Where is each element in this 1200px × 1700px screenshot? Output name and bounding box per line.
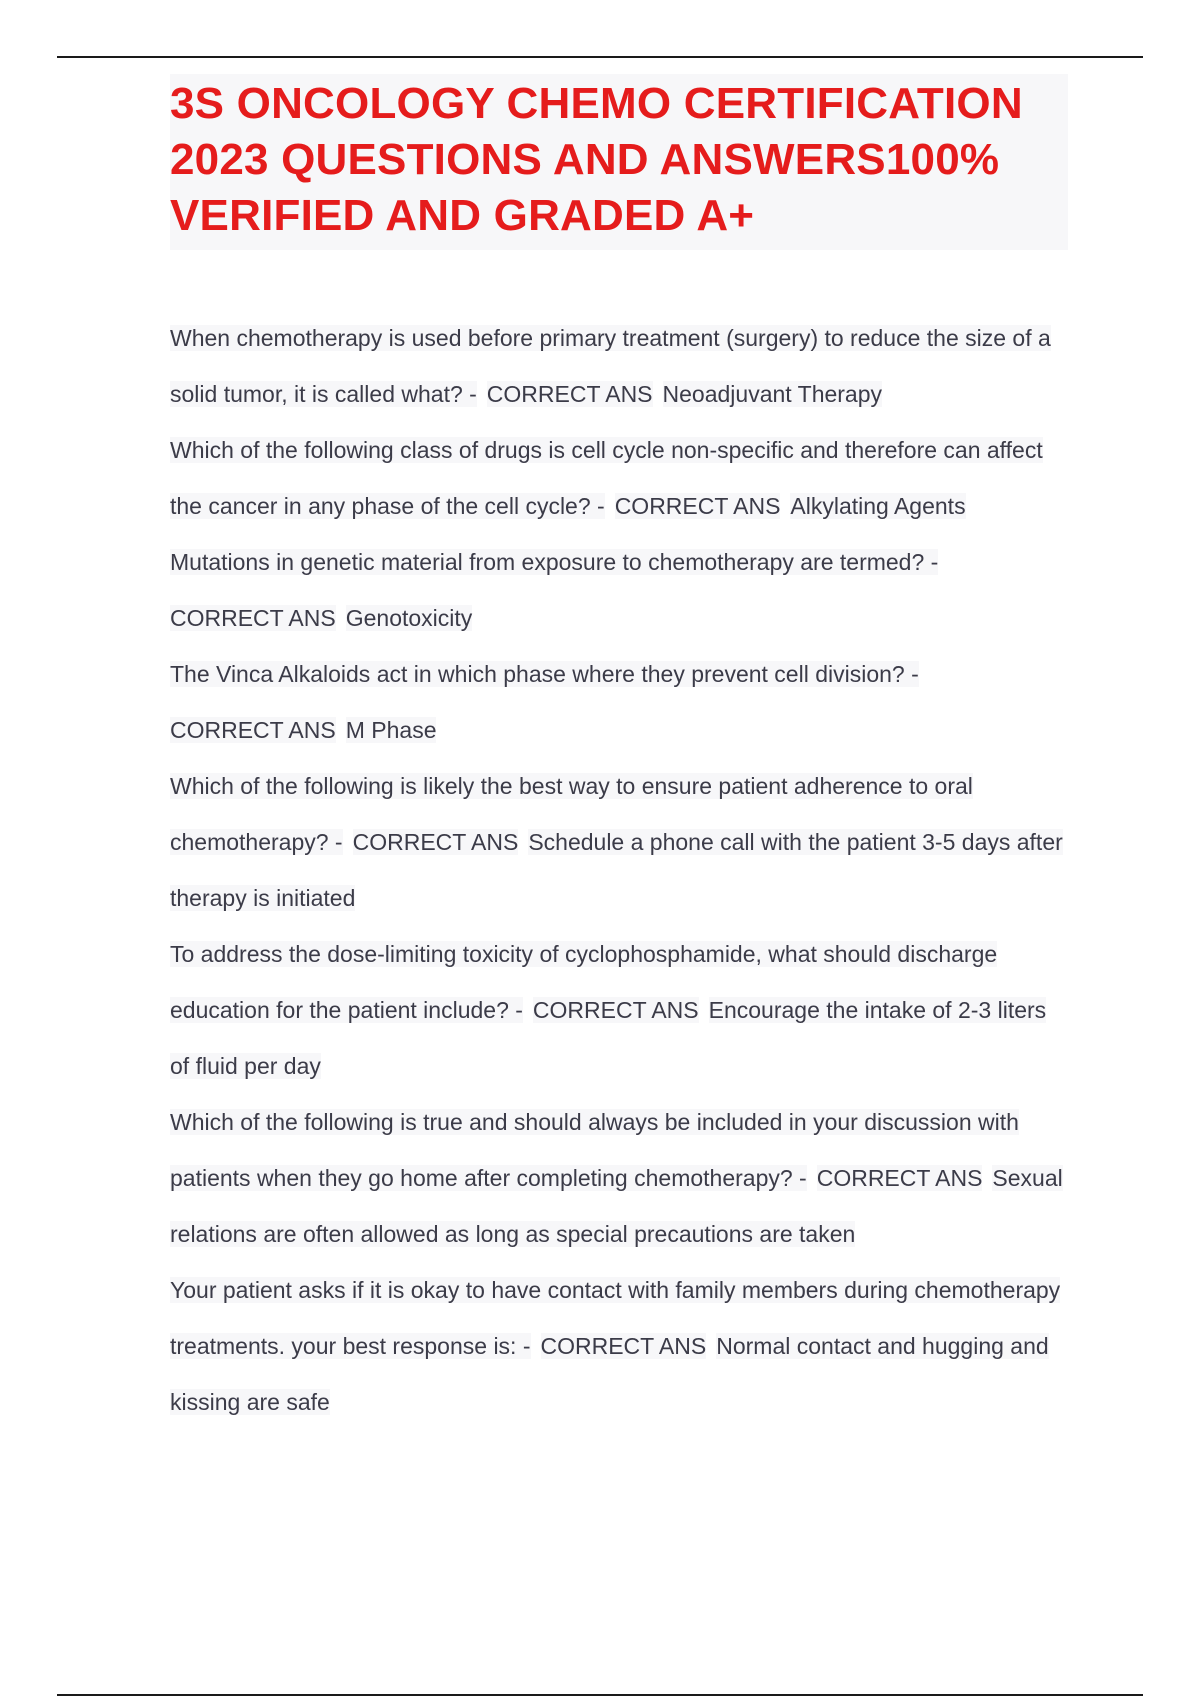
correct-answer-label: CORRECT ANS [816,1165,983,1191]
answer-text: M Phase [345,717,437,743]
correct-answer-label: CORRECT ANS [540,1333,707,1359]
question-text: To address the dose-limiting toxicity of cyclophosphamide, what should discharge education for the patient include? - [170,941,998,1023]
question-text: Which of the following is true and should always be included in your discussion with patients when they go home after completing chemotherapy? - [170,1109,1019,1191]
answer-text: Encourage the intake of 2-3 liters of fluid per day [170,997,1047,1079]
correct-answer-label: CORRECT ANS [170,717,336,743]
correct-answer-label: CORRECT ANS [170,605,336,631]
question-text: Your patient asks if it is okay to have contact with family members during chemotherapy treatments. your best response is: - [170,1277,1061,1359]
question-text: Mutations in genetic material from exposure to chemotherapy are termed? - [170,549,939,575]
qa-item [170,310,1070,422]
correct-answer-label: CORRECT ANS [486,381,653,407]
qa-item [170,534,1070,646]
answer-text: Sexual relations are often allowed as long as special precautions are taken [170,1165,1063,1247]
question-text: Which of the following is likely the best way to ensure patient adherence to oral chemotherapy? - [170,773,973,855]
question-text: Which of the following class of drugs is cell cycle non-specific and therefore can affect the cancer in any phase of the cell cycle? - [170,437,1043,519]
correct-answer-label: CORRECT ANS [532,997,699,1023]
qa-item [170,926,1070,1094]
qa-item [170,1262,1070,1430]
answer-text: Neoadjuvant Therapy [662,381,883,407]
qa-item [170,758,1070,926]
answer-text: Schedule a phone call with the patient 3-5 days after therapy is initiated [170,829,1063,911]
answer-text: Normal contact and hugging and kissing are safe [170,1333,1049,1415]
document-title: 3S ONCOLOGY CHEMO CERTIFICATION 2023 QUESTIONS AND ANSWERS100% VERIFIED AND GRADED A+ [170,79,1023,240]
qa-list [170,310,1070,1430]
qa-item [170,422,1070,534]
qa-item [170,646,1070,758]
answer-text: Alkylating Agents [790,493,966,519]
qa-item [170,1094,1070,1262]
title-block [170,74,1068,250]
answer-text: Genotoxicity [345,605,473,631]
bottom-rule [57,1694,1143,1696]
question-text: The Vinca Alkaloids act in which phase where they prevent cell division? - [170,661,919,687]
correct-answer-label: CORRECT ANS [614,493,781,519]
top-rule [57,56,1143,58]
correct-answer-label: CORRECT ANS [352,829,519,855]
question-text: When chemotherapy is used before primary treatment (surgery) to reduce the size of a solid tumor, it is called what? - [170,325,1051,407]
